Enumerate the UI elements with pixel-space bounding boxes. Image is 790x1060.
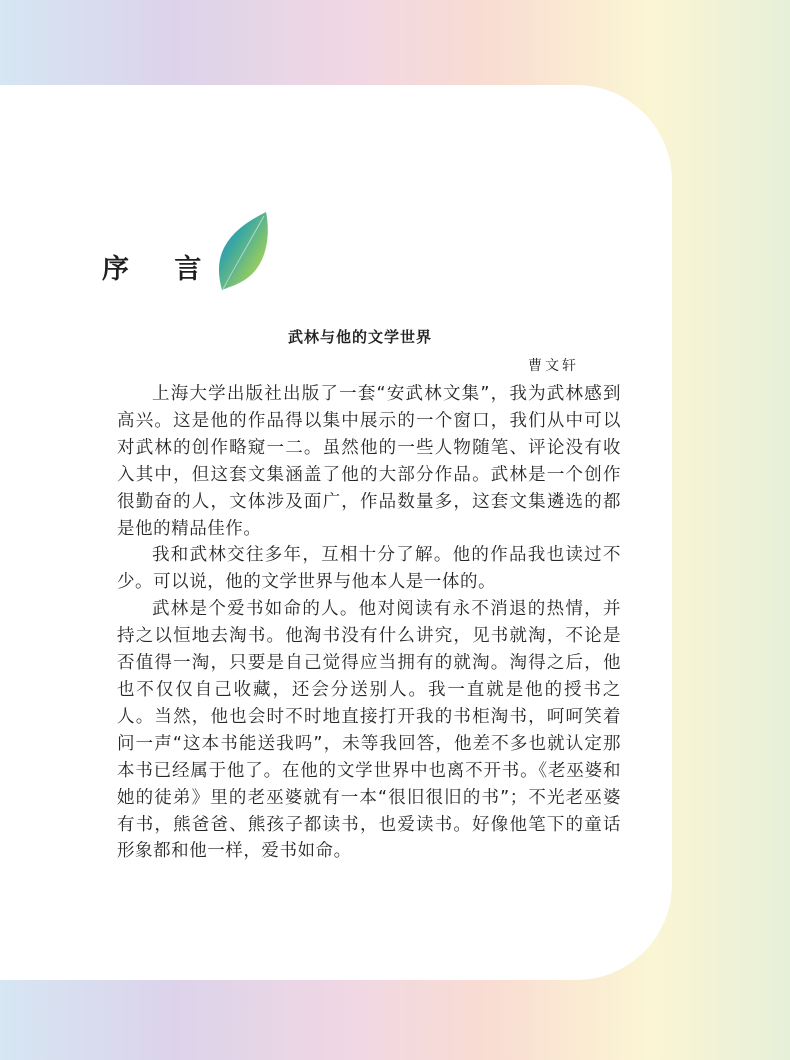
paragraph: 我和武林交往多年，互相十分了解。他的作品我也读过不少。可以说，他的文学世界与他本人是一体的。 [117, 545, 621, 593]
author-name: 曹文轩 [528, 358, 579, 374]
paragraph: 武林是个爱书如命的人。他对阅读有永不消退的热情，并持之以恒地去淘书。他淘书没有什么讲究，见书就淘，不论是否值得一淘，只要是自己觉得应当拥有的就淘。淘得之后，他也不仅仅自己收藏，还会分送别人。我一直就是他的授书之人。当然，他也会时不时地直接打开我的书柜淘书，呵呵笑着问一声“这本书能送我吗”，未等我回答，他差不多也就认定那本书已经属于他了。在他的文学世界中也离不开书。《老巫婆和她的徒弟》里的老巫婆就有一本“很旧很旧的书”；不光老巫婆有书，熊爸爸、熊孩子都读书，也爱读书。好像他笔下的童话形象都和他一样，爱书如命。 [117, 599, 621, 862]
page-heading: 序 言 [102, 254, 220, 285]
essay-body [117, 381, 621, 865]
paragraph: 上海大学出版社出版了一套“安武林文集”，我为武林感到高兴。这是他的作品得以集中展示的一个窗口，我们从中可以对武林的创作略窥一二。虽然他的一些人物随笔、评论没有收入其中，但这套文集涵盖了他的大部分作品。武林是一个创作很勤奋的人，文体涉及面广，作品数量多，这套文集遴选的都是他的精品佳作。 [117, 384, 621, 539]
essay-title: 武林与他的文学世界 [287, 328, 432, 346]
leaf-icon [216, 210, 272, 294]
